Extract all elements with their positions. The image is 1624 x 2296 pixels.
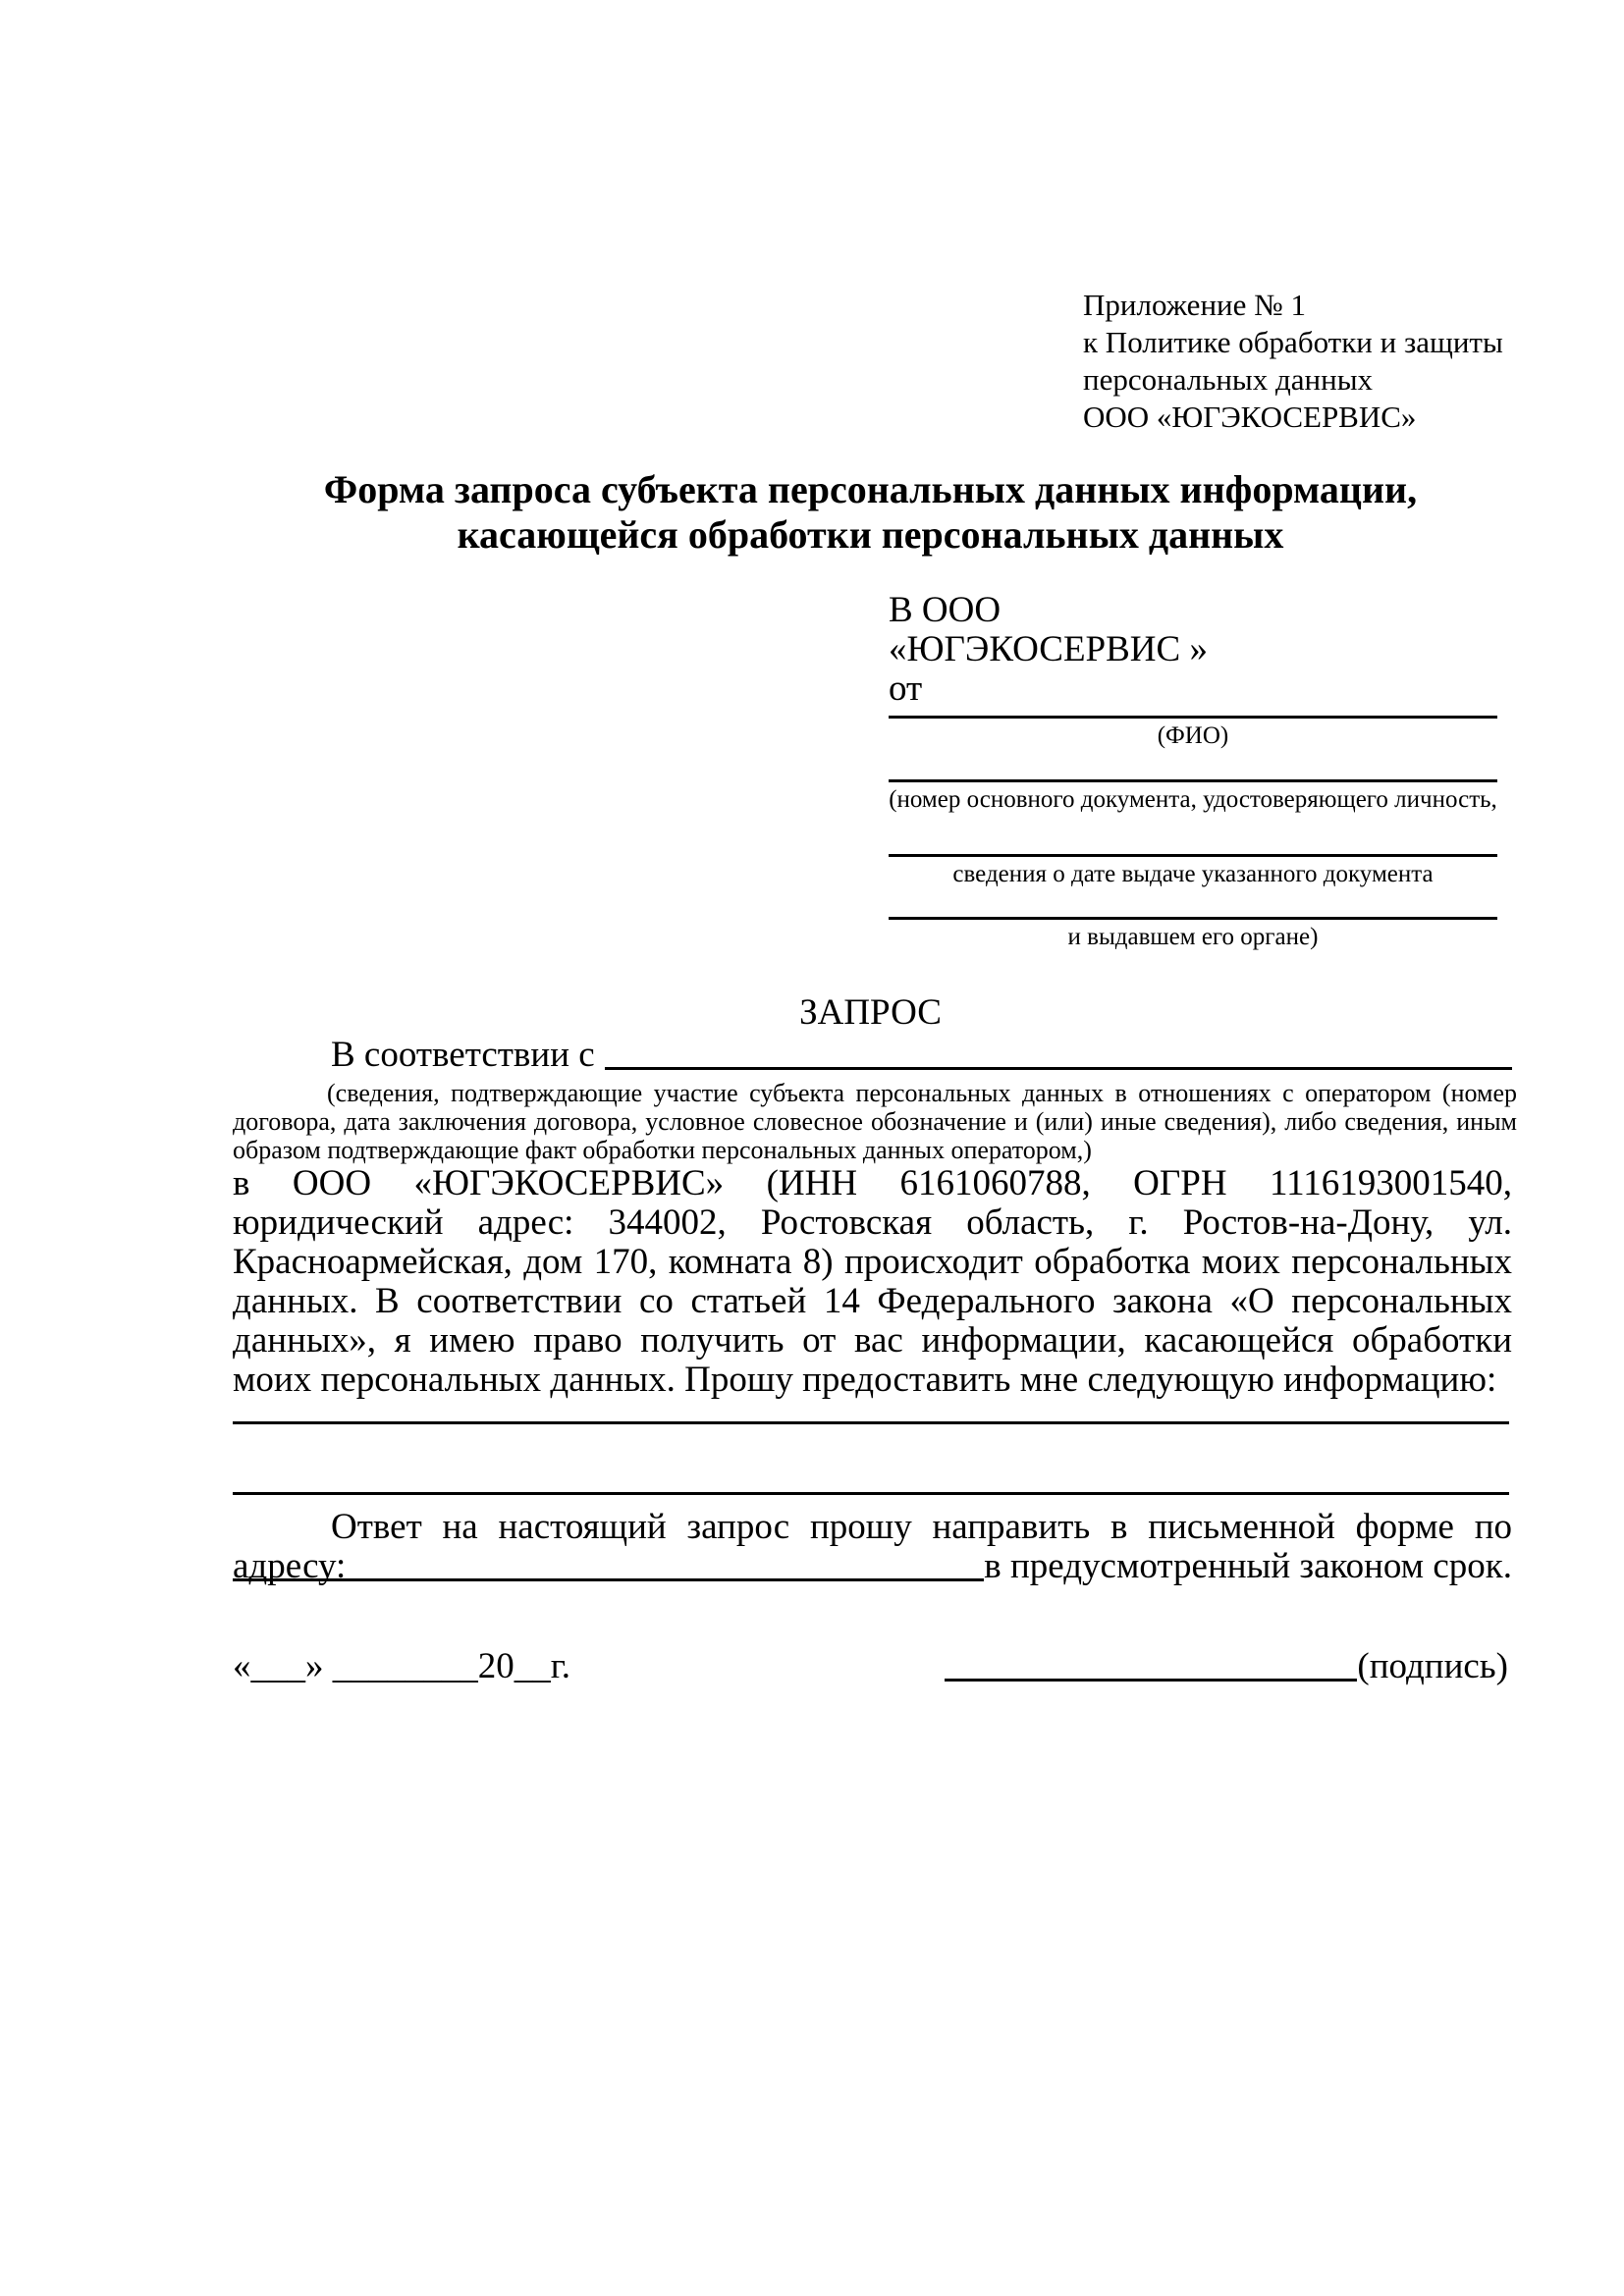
reply-sentence: Ответ на настоящий запрос прошу направить в письменной форме по адресу: [233,1507,1512,1586]
document-title-line-1: Форма запроса субъекта персональных данных информации, [323,467,1418,511]
annex-block [1083,287,1544,436]
addressee-block [889,590,1497,950]
request-heading: ЗАПРОС [799,992,942,1033]
document-title [233,467,1508,558]
footnote-text: (сведения, подтверждающие участие субъекта персональных данных в отношениях с оператором (номер договора, дата заключения договора, условное словесное обозначение и (или) иные сведения), либо сведения, иным образом подтверждающие факт обработки персональных данных оператором,) [233,1079,1517,1164]
answer-blank-line-1 [233,1421,1509,1424]
fio-blank-line [889,687,1497,719]
reply-address-blank-line [233,1547,984,1581]
field-issuing-authority [889,888,1497,952]
annex-line-2: к Политике обработки и защиты [1083,325,1503,359]
answer-blank-line-2 [233,1492,1509,1495]
fio-caption: (ФИО) [1157,722,1229,749]
addressee-from-label: от [889,668,923,709]
intro-blank-line [605,1036,1512,1070]
issuing-authority-caption: и выдавшем его органе) [1067,924,1319,950]
annex-line-1: Приложение № 1 [1083,288,1306,322]
date-line: «___» ________20__г. [233,1646,571,1686]
intro-prefix: В соответствии с [331,1035,595,1075]
document-title-line-2: касающейся обработки персональных данных [457,512,1284,557]
field-document-number [889,751,1497,815]
addressee-to-line-1: В ООО [889,590,1001,630]
reply-suffix: в предусмотренный законом срок. [984,1546,1512,1586]
field-issue-date [889,826,1497,889]
signature-caption: (подпись) [1357,1646,1508,1686]
signature-row [233,1647,1508,1686]
reply-address-line [233,1547,1512,1586]
document-number-blank-line [889,751,1497,782]
issuing-authority-blank-line [889,888,1497,920]
document-number-caption: (номер основного документа, удостоверяющего личность, [889,786,1497,813]
addressee-to-line-2: «ЮГЭКОСЕРВИС » [889,629,1208,669]
annex-line-4: ООО «ЮГЭКОСЕРВИС» [1083,400,1417,434]
issue-date-blank-line [889,826,1497,857]
annex-line-3: персональных данных [1083,362,1374,397]
signature-blank-line [945,1647,1357,1682]
signature-group [945,1647,1508,1686]
intro-line [233,1036,1512,1075]
issue-date-caption: сведения о дате выдаче указанного документа [952,861,1434,887]
field-fio [889,687,1497,751]
body-paragraph: в ООО «ЮГЭКОСЕРВИС» (ИНН 6161060788, ОГРН 1116193001540, юридический адрес: 344002, Ростовская область, г. Ростов-на-Дону, ул. Красноармейская, дом 170, комната 8) происходит обработка моих персональных данных. В соответствии со статьей 14 Федерального закона «О персональных данных», я имею право получить от вас информации, касающейся обработки моих персональных данных. Прошу предоставить мне следующую информацию: [233,1163,1512,1400]
